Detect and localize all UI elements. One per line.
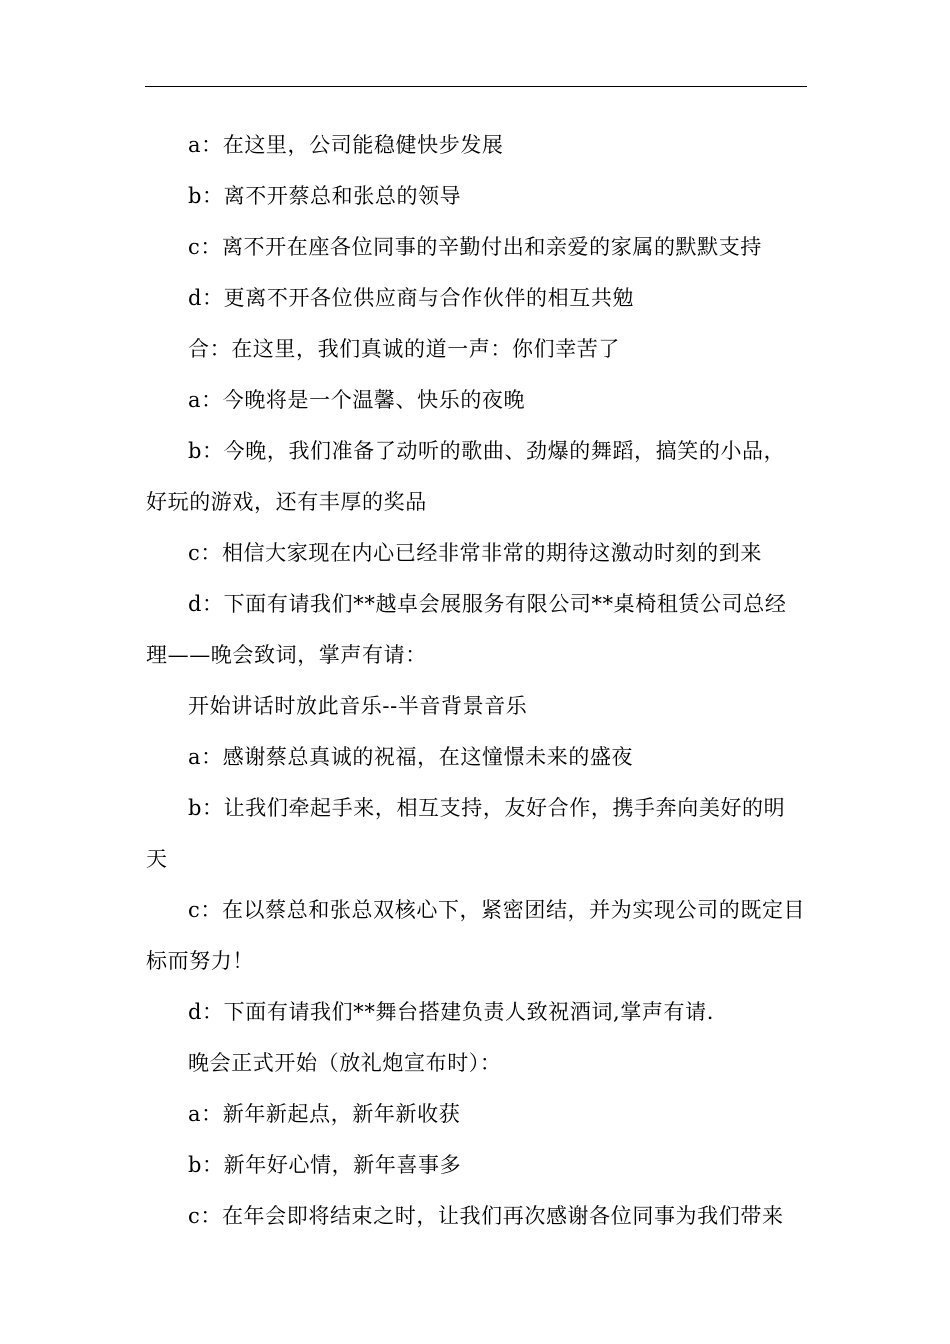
paragraph-12: b：让我们牵起手来，相互支持，友好合作，携手奔向美好的明天 — [146, 796, 786, 871]
paragraph-9: d：下面有请我们**越卓会展服务有限公司**桌椅租赁公司总经理——晚会致词，掌声有请： — [146, 592, 787, 667]
paragraph-10: 开始讲话时放此音乐--半音背景音乐 — [188, 694, 528, 718]
paragraph-16: a：新年新起点，新年新收获 — [188, 1102, 461, 1126]
paragraph-18: c：在年会即将结束之时，让我们再次感谢各位同事为我们带来 — [188, 1204, 784, 1228]
paragraph-14: d：下面有请我们**舞台搭建负责人致祝酒词,掌声有请. — [188, 1000, 714, 1024]
paragraph-8: c：相信大家现在内心已经非常非常的期待这激动时刻的到来 — [188, 541, 762, 565]
paragraph-13: c：在以蔡总和张总双核心下，紧密团结，并为实现公司的既定目标而努力！ — [146, 898, 806, 973]
paragraph-5: 合：在这里，我们真诚的道一声：你们幸苦了 — [188, 337, 620, 361]
paragraph-7: b：今晚，我们准备了动听的歌曲、劲爆的舞蹈，搞笑的小品，好玩的游戏，还有丰厚的奖品 — [146, 439, 786, 514]
paragraph-2: b：离不开蔡总和张总的领导 — [188, 184, 462, 208]
paragraph-11: a：感谢蔡总真诚的祝福，在这憧憬未来的盛夜 — [188, 745, 634, 769]
paragraph-1: a：在这里，公司能稳健快步发展 — [188, 133, 504, 157]
paragraph-15: 晚会正式开始（放礼炮宣布时）： — [188, 1051, 502, 1075]
paragraph-17: b：新年好心情，新年喜事多 — [188, 1153, 462, 1177]
header-rule — [145, 86, 807, 87]
document-body — [146, 120, 806, 1242]
paragraph-3: c：离不开在座各位同事的辛勤付出和亲爱的家属的默默支持 — [188, 235, 762, 259]
paragraph-4: d：更离不开各位供应商与合作伙伴的相互共勉 — [188, 286, 635, 310]
paragraph-6: a：今晚将是一个温馨、快乐的夜晚 — [188, 388, 526, 412]
